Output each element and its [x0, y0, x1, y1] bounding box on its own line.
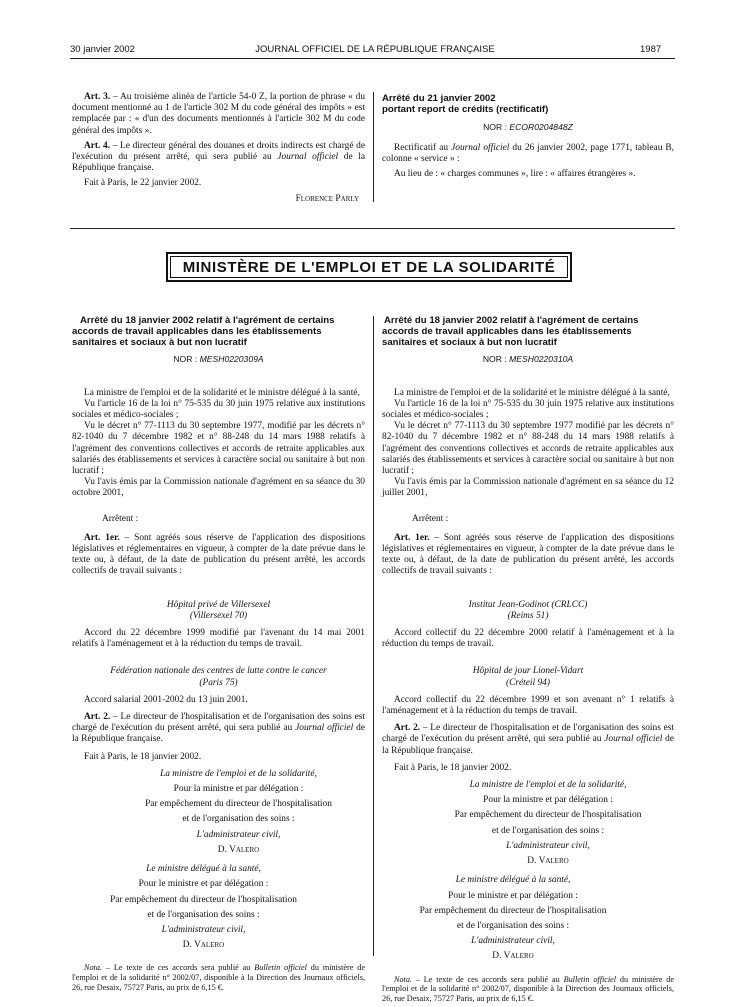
right-decree-column [382, 316, 674, 1007]
left-preamble: La ministre de l'emploi et de la solidarité et le ministre délégué à la santé, [84, 387, 360, 398]
signature-florence-parly: Florence Parly [295, 193, 359, 204]
left-nota: Nota. – Le texte de ces accords sera publié au Bulletin officiel du ministère de l'emploi et de la solidarité n° 2002/07, disponible à la Direction des Journaux officiels, 26, rue Desaix, 75727 Paris, au prix de 6,15 €. [72, 963, 365, 992]
left-fait-a-paris: Fait à Paris, le 18 janvier 2002. [84, 751, 202, 762]
left-establishment-2-place: (Paris 75) [199, 677, 238, 688]
ministry-banner: MINISTÈRE DE L'EMPLOI ET DE LA SOLIDARITÉ [166, 252, 572, 282]
right-establishment-1-accord: Accord collectif du 22 décembre 2000 relatif à l'aménagement et à la réduction du temps de travail. [382, 628, 674, 650]
left-visa-1: Vu l'article 16 de la loi n° 75-535 du 30 juin 1975 relative aux institutions sociales et médico-sociales ; [72, 398, 365, 420]
right-visa-1: Vu l'article 16 de la loi n° 75-535 du 30 juin 1975 relative aux institutions sociales et médico-sociales ; [382, 398, 674, 420]
left-visa-3: Vu l'avis émis par la Commission nationale d'agrément en sa séance du 30 octobre 2001, [72, 477, 365, 499]
left-nor-reference: NOR : MESH0220309A [173, 354, 264, 365]
left-article-1: Art. 1er. – Sont agréés sous réserve de l'application des dispositions législatives et réglementaires en vigueur, à compter de la date prévue dans le texte ou, à défaut, de la date de publication du présent arrêté, les accords collectifs de travail suivants : [72, 532, 365, 577]
nor-reference: NOR : ECOR0204848Z [483, 121, 573, 132]
right-preamble: La ministre de l'emploi et de la solidarité et le ministre délégué à la santé, [394, 387, 670, 398]
fait-a-paris: Fait à Paris, le 22 janvier 2002. [84, 178, 202, 189]
article-4: Art. 4. – Le directeur général des douanes et droits indirects est chargé de l'exécution du présent arrêté, qui sera publié au Journal officiel de la République française. [72, 140, 366, 174]
right-article-2: Art. 2. – Le directeur de l'hospitalisation et de l'organisation des soins est chargé de l'exécution du présent arrêté, qui sera publié au Journal officiel de la République française. [382, 723, 675, 756]
right-decree-title: Arrêté du 18 janvier 2002 relatif à l'agrément de certains accords de travail applicables dans les établissements sanitaires et sociaux à but non lucratif [382, 315, 639, 348]
au-lieu-de-text: Au lieu de : « charges communes », lire : « affaires étrangères ». [394, 169, 636, 180]
right-signature-block-1: La ministre de l'emploi et de la solidarité, Pour la ministre et par délégation : Par empêchement du directeur de l'hospitalisation et de l'organisation des soins : L'administrateur civil, D. Valero [454, 780, 642, 867]
right-establishment-2-accord: Accord collectif du 22 décembre 1999 et son avenant n° 1 relatifs à l'aménagement et à la réduction du temps de travail. [382, 694, 674, 717]
left-establishment-2-accord: Accord salarial 2001-2002 du 13 juin 2001. [84, 694, 248, 705]
left-decree-column [72, 316, 365, 996]
right-establishment-2-place: (Créteil 94) [505, 677, 550, 688]
left-visa-2: Vu le décret n° 77-1113 du 30 septembre 1977, modifié par les décrets n° 82-1040 du 7 décembre 1982 et n° 88-248 du 14 mars 1988 relatifs à l'agrément des conventions collectives et accords de retraite applicables aux salariés des établissements et services à caractère social ou sanitaire à but non lucratif ; [72, 421, 365, 477]
header-page-number: 1987 [640, 44, 662, 55]
right-nota: Nota. – Le texte de ces accords sera publié au Bulletin officiel du ministère de l'emploi et de la solidarité n° 2002/07, disponible à la Direction des Journaux officiels, 26, rue Desaix, 75727 Paris, au prix de 6,15 €. [382, 974, 674, 1003]
arrete-21-title-line2: portant report de crédits (rectificatif) [382, 103, 549, 115]
left-establishment-1-name: Hôpital privé de Villersexel [166, 599, 271, 610]
right-visa-3: Vu l'avis émis par la Commission nationale d'agrément en sa séance du 12 juillet 2001, [382, 477, 674, 499]
right-establishment-2-name: Hôpital de jour Lionel-Vidart [472, 666, 584, 677]
top-column-divider [373, 92, 374, 202]
header-date: 30 janvier 2002 [70, 44, 135, 55]
left-arretent: Arrêtent : [102, 513, 139, 524]
main-column-divider [373, 316, 374, 956]
section-rule [70, 228, 675, 229]
left-establishment-1-place: (Villersexel 70) [189, 610, 248, 621]
header-rule [70, 58, 675, 59]
left-signature-block-1: La ministre de l'emploi et de la solidarité, Pour la ministre et par délégation : Par empêchement du directeur de l'hospitalisation et de l'organisation des soins : L'administrateur civil, D. Valero [145, 768, 332, 855]
top-left-column [72, 92, 365, 209]
left-establishment-1-accord: Accord du 22 décembre 1999 modifié par l'avenant du 14 mai 2001 relatifs à l'aménagement et à la réduction du temps de travail. [72, 628, 365, 650]
top-right-column [382, 94, 674, 184]
right-nor-reference: NOR : MESH0220310A [482, 354, 574, 365]
right-establishment-1-name: Institut Jean-Godinot (CRLCC) [468, 599, 588, 610]
header-journal-title: JOURNAL OFFICIEL DE LA RÉPUBLIQUE FRANÇAISE [255, 44, 495, 55]
arrete-21-title-line1: Arrêté du 21 janvier 2002 [382, 93, 496, 104]
left-article-2: Art. 2. – Le directeur de l'hospitalisation et de l'organisation des soins est chargé de l'exécution du présent arrêté, qui sera publié au Journal officiel de la République française. [72, 712, 365, 745]
right-signature-block-2: Le ministre délégué à la santé, Pour le ministre et par délégation : Par empêchement du directeur de l'hospitalisation et de l'organisation des soins : L'administrateur civil, D. Valero [419, 875, 607, 962]
left-signature-block-2: Le ministre délégué à la santé, Pour le ministre et par délégation : Par empêchement du directeur de l'hospitalisation et de l'organisation des soins : L'administrateur civil, D. Valero [110, 864, 297, 951]
left-establishment-2-name: Fédération nationale des centres de lutte contre le cancer [110, 666, 327, 677]
rectificatif-text: Rectificatif au Journal officiel du 26 janvier 2002, page 1771, tableau B, colonne « service » : [382, 142, 675, 164]
right-fait-a-paris: Fait à Paris, le 18 janvier 2002. [394, 762, 512, 773]
article-3: Art. 3. – Au troisième alinéa de l'article 54-0 Z, la portion de phrase « du document mentionné au 1 de l'article 302 M du code général des impôts » est remplacée par : « d'un des documents mentionnés à l'article 302 M du code général des impôts ». [72, 92, 366, 136]
right-article-1: Art. 1er. – Sont agréés sous réserve de l'application des dispositions législatives et réglementaires en vigueur, à compter de la date prévue dans le texte ou, à défaut, de la date de publication du présent arrêté, les accords collectifs de travail suivants : [382, 532, 674, 577]
right-arretent: Arrêtent : [412, 513, 449, 524]
right-visa-2: Vu le décret n° 77-1113 du 30 septembre 1977 modifié par les décrets n° 82-1040 du 7 décembre 1982 et n° 88-248 du 14 mars 1988 relatifs à l'agrément des conventions collectives et accords de retraite applicables aux salariés des établissements et services à caractère social ou sanitaire à but non lucratif ; [382, 421, 674, 477]
right-establishment-1-place: (Reims 51) [507, 610, 549, 621]
left-decree-title: Arrêté du 18 janvier 2002 relatif à l'agrément de certains accords de travail applicables dans les établissements sanitaires et sociaux à but non lucratif [72, 315, 335, 348]
